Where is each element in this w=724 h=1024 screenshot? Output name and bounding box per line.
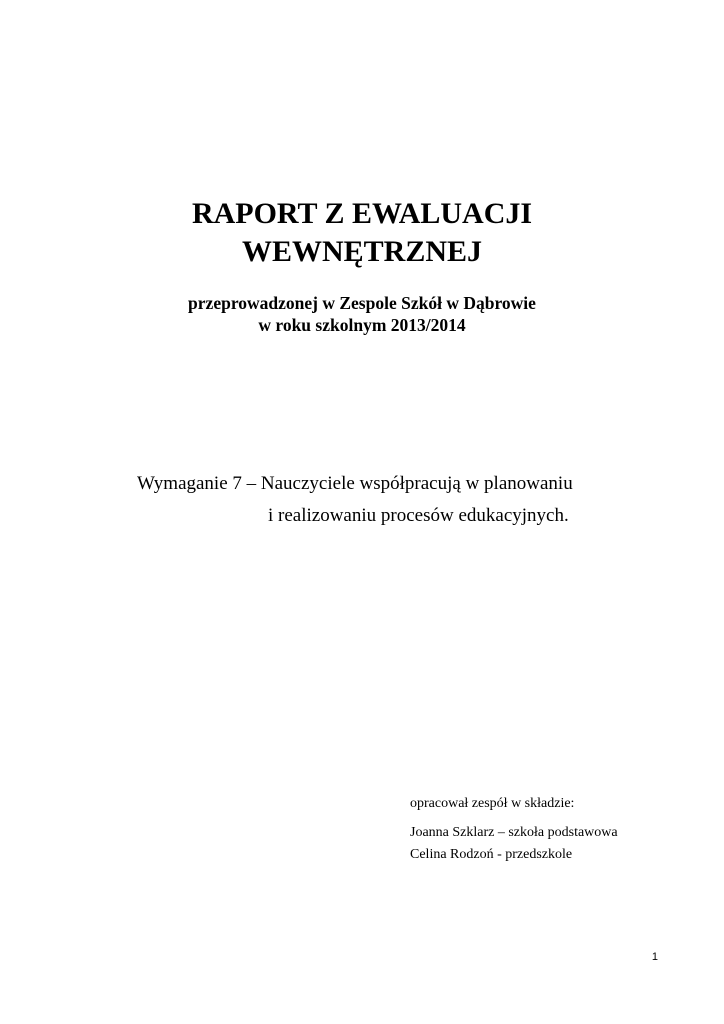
requirement-line-1: Wymaganie 7 – Nauczyciele współpracują w planowaniu: [137, 473, 573, 494]
title-line-2: WEWNĘTRZNEJ: [241, 235, 483, 268]
team-heading: opracował zespół w składzie:: [410, 796, 575, 811]
team-member-2: Celina Rodzoń - przedszkole: [410, 847, 573, 862]
page-number: 1: [651, 951, 658, 963]
requirement-line-2: i realizowaniu procesów edukacyjnych.: [268, 505, 569, 526]
report-subtitle: [0, 292, 724, 336]
subtitle-line-1: przeprowadzonej w Zespole Szkół w Dąbrowie: [188, 293, 536, 313]
title-line-1: RAPORT Z EWALUACJI: [191, 197, 533, 230]
report-title: [0, 195, 724, 271]
team-member-1: Joanna Szklarz – szkoła podstawowa: [410, 825, 618, 840]
team-section: [410, 795, 618, 868]
subtitle-line-2: w roku szkolnym 2013/2014: [258, 315, 466, 335]
